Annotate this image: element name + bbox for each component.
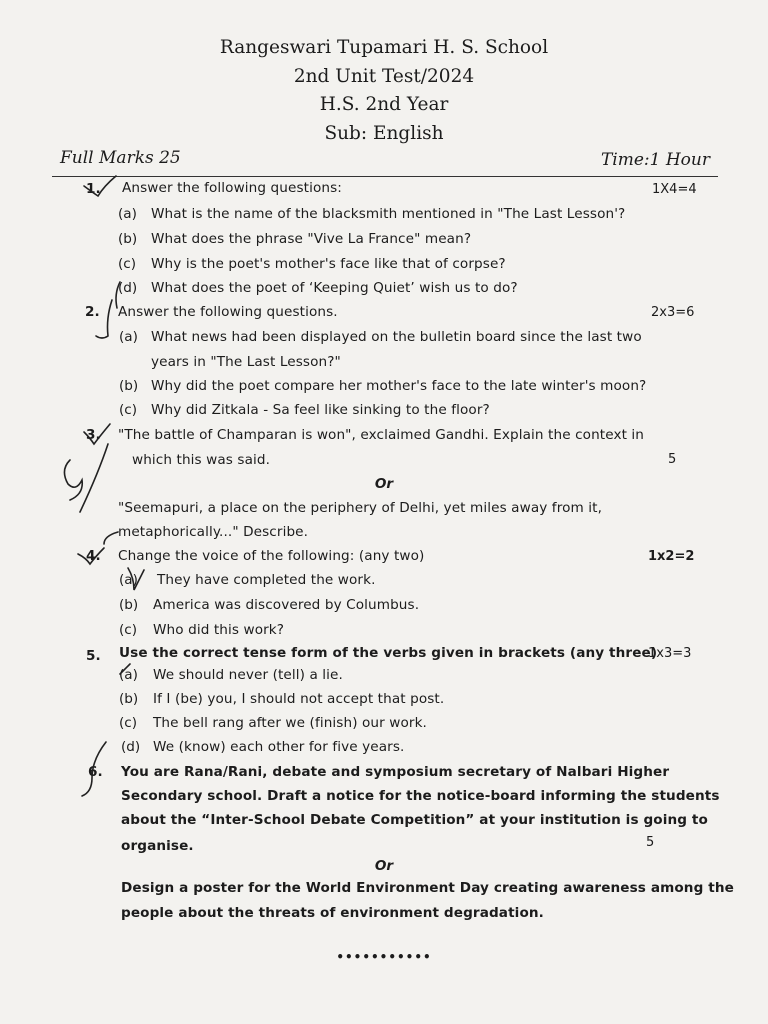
q5d-label: (d) [121,739,141,755]
q6-number: 6. [88,764,103,780]
q1b-text: What does the phrase "Vive La France" mean? [151,231,472,247]
q2c-text: Why did Zitkala - Sa feel like sinking to the floor? [151,402,490,418]
exam-title: 2nd Unit Test/2024 [293,65,475,87]
q3-number: 3. [86,427,101,443]
class-name: H.S. 2nd Year [319,94,449,115]
q6-bracket-mark [82,742,106,796]
subject: Sub: English [324,122,444,144]
q6-alt-line1: Design a poster for the World Environment Day creating awareness among the [121,880,734,896]
q4-number: 4. [86,548,101,564]
q5-part-tick [120,664,130,674]
q3-or: Or [374,476,394,492]
q5a-text: We should never (tell) a lie. [153,667,343,683]
q1c-text: Why is the poet's mother's face like that of corpse? [151,256,506,272]
q5c-label: (c) [119,715,138,731]
q1-tick-mark [84,176,116,196]
q6-line2: Secondary school. Draft a notice for the notice-board informing the students [121,788,720,804]
q4-marks: 1x2=2 [648,549,695,564]
q5b-label: (b) [119,691,139,707]
q2-marks: 2x3=6 [651,305,695,320]
q4a-label: (a) [119,572,138,588]
q4c-text: Who did this work? [153,622,285,638]
q6-line4: organise. [121,838,194,854]
q2-bracket-mark [96,300,112,338]
footer-stars: ••••••••••• [336,950,432,964]
q3-alt-line1: "Seemapuri, a place on the periphery of Delhi, yet miles away from it, [118,500,602,516]
q4-part-tick [128,568,144,590]
q5-number: 5. [86,648,101,664]
q5a-label: (a) [119,667,138,683]
q6-marks: 5 [646,835,655,850]
q4b-label: (b) [119,597,139,613]
q6-alt-line2: people about the threats of environment degradation. [121,905,544,921]
q2a-text-cont: years in "The Last Lesson?" [151,354,341,370]
q6-line1: You are Rana/Rani, debate and symposium secretary of Nalbari Higher [121,764,670,780]
q1-number: 1. [86,181,101,197]
q1a-text: What is the name of the blacksmith mentioned in "The Last Lesson'? [151,206,626,222]
q5d-text: We (know) each other for five years. [153,739,405,755]
q3-margin-scribble [64,444,108,512]
q5-text: Use the correct tense form of the verbs given in brackets (any three) [119,645,658,661]
q2a-text: What news had been displayed on the bulletin board since the last two [151,329,642,345]
q4-bracket-mark [104,532,118,544]
q5c-text: The bell rang after we (finish) our work. [153,715,427,731]
q3-tick-mark [84,424,110,444]
q1b-label: (b) [118,231,138,247]
q1c-label: (c) [118,256,137,272]
q2-number: 2. [85,304,100,320]
q5-marks: 1x3=3 [648,646,692,661]
q1-text: Answer the following questions: [122,180,342,196]
q3-text: "The battle of Champaran is won", exclaimed Gandhi. Explain the context in [118,427,645,443]
q1a-label: (a) [118,206,137,222]
q5b-text: If I (be) you, I should not accept that post. [153,691,445,707]
q1d-label: (d) [118,280,138,296]
full-marks: Full Marks 25 [60,148,181,168]
q4c-label: (c) [119,622,138,638]
q1-bracket-mark [116,282,120,308]
q3-marks: 5 [668,452,677,467]
q2b-text: Why did the poet compare her mother's face to the late winter's moon? [151,378,647,394]
q3-alt-line2: metaphorically..." Describe. [118,524,309,540]
q2a-label: (a) [119,329,138,345]
q3-text-cont: which this was said. [132,452,271,468]
q6-or: Or [374,858,394,874]
q2c-label: (c) [119,402,138,418]
q1d-text: What does the poet of ‘Keeping Quiet’ wish us to do? [151,280,518,296]
q4-tick-mark [78,548,104,564]
q2b-label: (b) [119,378,139,394]
time-allowed: Time:1 Hour [600,150,710,170]
q6-line3: about the “Inter-School Debate Competition” at your institution is going to [121,812,708,828]
q1-marks: 1X4=4 [652,182,697,197]
school-name: Rangeswari Tupamari H. S. School [219,37,549,58]
q2-text: Answer the following questions. [118,304,338,320]
q4b-text: America was discovered by Columbus. [153,597,420,613]
q4-text: Change the voice of the following: (any two) [118,548,425,564]
q4a-text: They have completed the work. [157,572,376,588]
